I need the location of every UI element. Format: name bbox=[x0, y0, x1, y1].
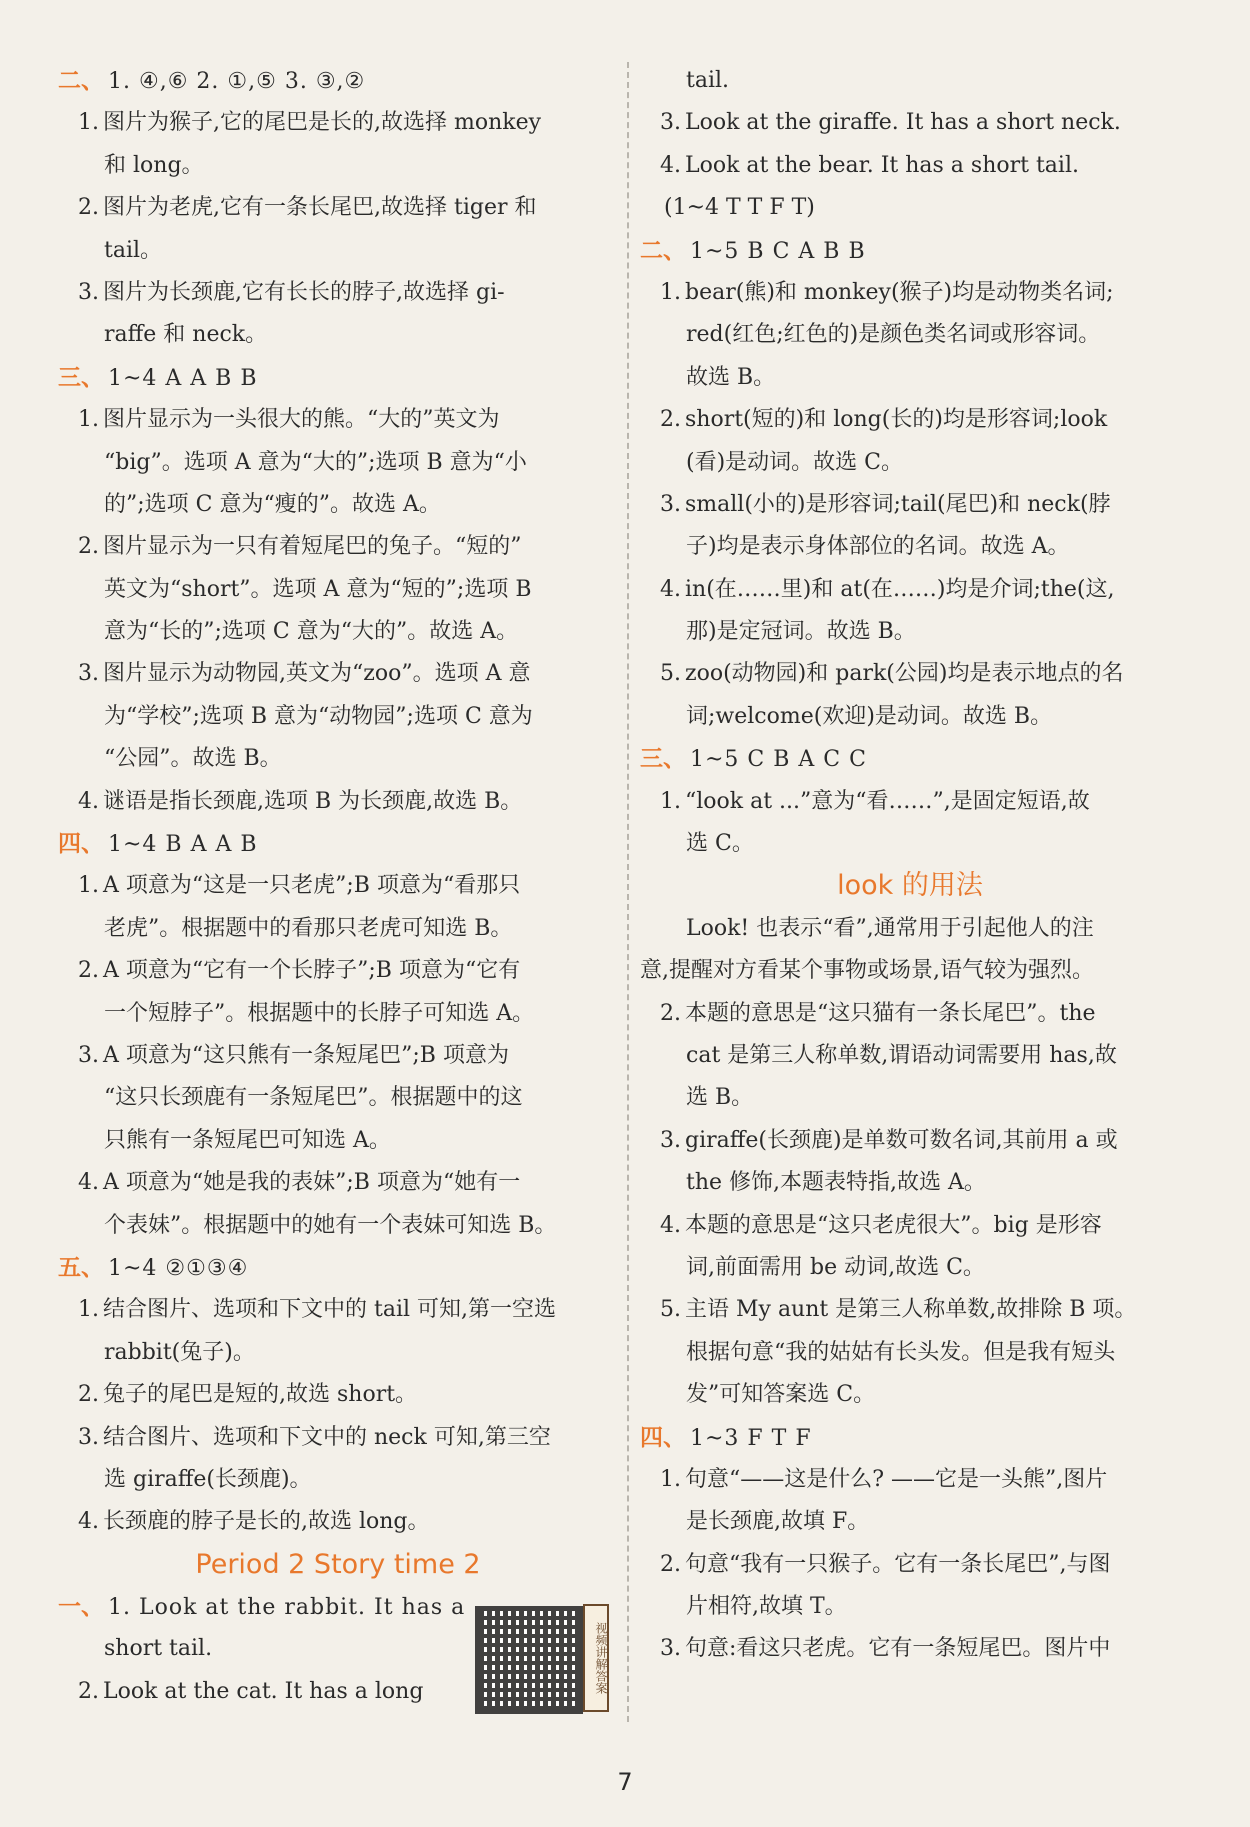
section-number: 四、 bbox=[640, 1424, 686, 1451]
answer-text: 1~5 C B A C C bbox=[690, 747, 867, 773]
item-number: 2. bbox=[78, 534, 99, 560]
explanation-text: 句意“——这是什么? ——它是一头熊”,图片 bbox=[685, 1466, 1108, 1492]
explanation-line bbox=[640, 1459, 1180, 1501]
section-answer-line bbox=[640, 230, 1180, 272]
explanation-text: 本题的意思是“这只猫有一条长尾巴”。the bbox=[685, 1000, 1096, 1026]
explanation-text: 图片为猴子,它的尾巴是长的,故选择 monkey bbox=[103, 110, 542, 136]
answer-text: 1. ④,⑥ 2. ①,⑤ 3. ③,② bbox=[108, 69, 366, 94]
continuation-line: tail。 bbox=[104, 237, 163, 263]
explanation-text: Look at the bear. It has a short tail. bbox=[685, 152, 1079, 178]
explanation-text: A 项意为“这只熊有一条短尾巴”;B 项意为 bbox=[103, 1042, 509, 1068]
explanation-text: 长颈鹿的脖子是长的,故选 long。 bbox=[103, 1509, 430, 1535]
continuation-line: 老虎”。根据题中的看那只老虎可知选 B。 bbox=[104, 915, 513, 941]
explanation-text: Look at the cat. It has a long bbox=[103, 1678, 424, 1704]
continuation-line: raffe 和 neck。 bbox=[104, 322, 268, 348]
qr-code-icon[interactable] bbox=[475, 1606, 583, 1714]
explanation-line bbox=[58, 865, 618, 907]
explanation-line bbox=[640, 1120, 1180, 1162]
continuation-line: 词;welcome(欢迎)是动词。故选 B。 bbox=[686, 703, 1053, 729]
continuation-line: 的”;选项 C 意为“瘦的”。故选 A。 bbox=[104, 491, 441, 517]
explanation-line bbox=[58, 272, 618, 314]
explanation-text: A 项意为“她是我的表妹”;B 项意为“她有一 bbox=[103, 1170, 521, 1196]
explanation-line bbox=[58, 1417, 618, 1459]
explanation-line bbox=[58, 950, 618, 992]
continuation-line: 和 long。 bbox=[104, 152, 204, 178]
explanation-text: 图片显示为一只有着短尾巴的兔子。“短的” bbox=[103, 534, 522, 560]
explanation-text: Look at the giraffe. It has a short neck. bbox=[685, 110, 1121, 136]
explanation-text: 图片为老虎,它有一条长尾巴,故选择 tiger 和 bbox=[103, 195, 537, 221]
item-number: 4. bbox=[78, 788, 99, 814]
explanation-line bbox=[58, 187, 618, 229]
explanation-line bbox=[640, 272, 1180, 314]
item-number: 5. bbox=[660, 661, 681, 687]
answer-text: 1. Look at the rabbit. It has a bbox=[108, 1595, 466, 1621]
continuation-line: “公园”。故选 B。 bbox=[104, 746, 282, 772]
continuation-line: Look! 也表示“看”,通常用于引起他人的注 bbox=[686, 915, 1094, 941]
section-number: 二、 bbox=[640, 237, 686, 264]
continuation-line: 个表妹”。根据题中的她有一个表妹可知选 B。 bbox=[104, 1212, 557, 1238]
answer-text: 1~4 ②①③④ bbox=[108, 1255, 249, 1281]
section-number: 三、 bbox=[58, 364, 104, 391]
continuation-line: 为“学校”;选项 B 意为“动物园”;选项 C 意为 bbox=[104, 703, 533, 729]
section-title: Period 2 Story time 2 bbox=[195, 1548, 481, 1580]
item-number: 1. bbox=[78, 1297, 99, 1323]
section-number: 四、 bbox=[58, 831, 104, 858]
explanation-text: 兔子的尾巴是短的,故选 short。 bbox=[103, 1382, 418, 1408]
item-number: 3. bbox=[660, 110, 681, 136]
continuation-line: 意,提醒对方看某个事物或场景,语气较为强烈。 bbox=[640, 958, 1094, 984]
explanation-line bbox=[58, 1374, 618, 1416]
item-number: 1. bbox=[660, 1466, 681, 1492]
section-number: 三、 bbox=[640, 746, 686, 773]
continuation-line: 意为“长的”;选项 C 意为“大的”。故选 A。 bbox=[104, 619, 519, 645]
explanation-line bbox=[640, 781, 1180, 823]
continuation-line: 选 B。 bbox=[686, 1085, 754, 1111]
item-number: 2. bbox=[660, 1000, 681, 1026]
item-number: 2. bbox=[78, 1678, 99, 1704]
explanation-line bbox=[640, 1289, 1180, 1331]
explanation-line bbox=[640, 484, 1180, 526]
explanation-line bbox=[640, 993, 1180, 1035]
continuation-line: red(红色;红色的)是颜色类名词或形容词。 bbox=[686, 322, 1101, 348]
continuation-line: 片相符,故填 T。 bbox=[686, 1594, 847, 1620]
explanation-line bbox=[640, 653, 1180, 695]
explanation-text: 主语 My aunt 是第三人称单数,故排除 B 项。 bbox=[685, 1297, 1137, 1323]
explanation-text: 本题的意思是“这只老虎很大”。big 是形容 bbox=[685, 1212, 1102, 1238]
explanation-text: giraffe(长颈鹿)是单数可数名词,其前用 a 或 bbox=[685, 1127, 1118, 1153]
continuation-line: rabbit(兔子)。 bbox=[104, 1339, 255, 1365]
explanation-line bbox=[58, 102, 618, 144]
section-number: 一、 bbox=[58, 1594, 104, 1621]
continuation-line: the 修饰,本题表特指,故选 A。 bbox=[686, 1170, 986, 1196]
section-number: 五、 bbox=[58, 1254, 104, 1281]
explanation-text: 图片显示为动物园,英文为“zoo”。选项 A 意 bbox=[103, 661, 531, 687]
explanation-line bbox=[58, 653, 618, 695]
continuation-line: 一个短脖子”。根据题中的长脖子可知选 A。 bbox=[104, 1000, 535, 1026]
continuation-line: 只熊有一条短尾巴可知选 A。 bbox=[104, 1127, 391, 1153]
item-number: 3. bbox=[660, 491, 681, 517]
continuation-line: short tail. bbox=[104, 1636, 213, 1662]
explanation-text: bear(熊)和 monkey(猴子)均是动物类名词; bbox=[685, 279, 1114, 305]
continuation-line: 那)是定冠词。故选 B。 bbox=[686, 619, 916, 645]
explanation-text: 结合图片、选项和下文中的 tail 可知,第一空选 bbox=[103, 1297, 557, 1323]
continuation-line: 发”可知答案选 C。 bbox=[686, 1382, 876, 1408]
continuation-line: “big”。选项 A 意为“大的”;选项 B 意为“小 bbox=[104, 449, 527, 475]
explanation-line bbox=[58, 526, 618, 568]
item-number: 4. bbox=[660, 576, 681, 602]
continuation-line: tail. bbox=[686, 68, 730, 93]
continuation-line: 子)均是表示身体部位的名词。故选 A。 bbox=[686, 534, 1070, 560]
item-number: 2. bbox=[78, 958, 99, 984]
item-number: 2. bbox=[78, 1382, 99, 1408]
item-number: 3. bbox=[660, 1636, 681, 1662]
explanation-text: 句意:看这只老虎。它有一条短尾巴。图片中 bbox=[685, 1636, 1111, 1662]
section-answer-line bbox=[640, 738, 1180, 780]
explanation-line bbox=[640, 1205, 1180, 1247]
answer-text: 1~4 B A A B bbox=[108, 832, 258, 858]
explanation-text: A 项意为“这是一只老虎”;B 项意为“看那只 bbox=[103, 873, 521, 899]
explanation-text: in(在……里)和 at(在……)均是介词;the(这, bbox=[685, 576, 1115, 602]
left-column bbox=[58, 60, 618, 1713]
continuation-line: cat 是第三人称单数,谓语动词需要用 has,故 bbox=[686, 1042, 1117, 1068]
section-number: 二、 bbox=[58, 68, 104, 94]
continuation-line: “这只长颈鹿有一条短尾巴”。根据题中的这 bbox=[104, 1085, 523, 1111]
column-divider bbox=[627, 62, 629, 1722]
continuation-line: 选 C。 bbox=[686, 831, 754, 857]
continuation-line: 词,前面需用 be 动词,故选 C。 bbox=[686, 1254, 985, 1280]
section-answer-line bbox=[58, 1247, 618, 1289]
item-number: 5. bbox=[660, 1297, 681, 1323]
explanation-text: 结合图片、选项和下文中的 neck 可知,第三空 bbox=[103, 1424, 551, 1450]
page-number: 7 bbox=[617, 1768, 633, 1796]
item-number: 1. bbox=[78, 110, 99, 136]
item-number: 1. bbox=[78, 407, 99, 433]
explanation-text: small(小的)是形容词;tail(尾巴)和 neck(脖 bbox=[685, 491, 1111, 517]
explanation-line bbox=[640, 1628, 1180, 1670]
item-number: 3. bbox=[78, 279, 99, 305]
continuation-line: 是长颈鹿,故填 F。 bbox=[686, 1509, 870, 1535]
explanation-line bbox=[640, 399, 1180, 441]
explanation-text: short(短的)和 long(长的)均是形容词;look bbox=[685, 407, 1108, 433]
explanation-line bbox=[58, 781, 618, 823]
item-number: 3. bbox=[660, 1127, 681, 1153]
section-answer-line bbox=[640, 1417, 1180, 1459]
continuation-line: 根据句意“我的姑姑有长头发。但是我有短头 bbox=[686, 1339, 1116, 1365]
explanation-text: “look at ...”意为“看……”,是固定短语,故 bbox=[685, 788, 1090, 814]
explanation-line bbox=[640, 569, 1180, 611]
item-number: 1. bbox=[660, 279, 681, 305]
qr-label: 视频讲解答案 bbox=[583, 1604, 609, 1712]
explanation-line bbox=[58, 399, 618, 441]
explanation-line bbox=[58, 1501, 618, 1543]
item-number: 3. bbox=[78, 1424, 99, 1450]
section-answer-line bbox=[58, 357, 618, 399]
explanation-line bbox=[640, 102, 1180, 144]
explanation-text: 图片为长颈鹿,它有长长的脖子,故选择 gi- bbox=[103, 279, 505, 305]
explanation-line bbox=[58, 1035, 618, 1077]
explanation-line bbox=[58, 1162, 618, 1204]
item-number: 4. bbox=[78, 1170, 99, 1196]
continuation-line: 故选 B。 bbox=[686, 364, 776, 390]
item-number: 4. bbox=[78, 1509, 99, 1535]
item-number: 1. bbox=[660, 788, 681, 814]
explanation-line bbox=[640, 1544, 1180, 1586]
continuation-line: 选 giraffe(长颈鹿)。 bbox=[104, 1466, 312, 1492]
answer-text: 1~5 B C A B B bbox=[690, 238, 866, 264]
item-number: 2. bbox=[660, 407, 681, 433]
explanation-text: zoo(动物园)和 park(公园)均是表示地点的名 bbox=[685, 661, 1124, 687]
explanation-text: 图片显示为一头很大的熊。“大的”英文为 bbox=[103, 407, 500, 433]
section-answer-line bbox=[58, 823, 618, 865]
explanation-line bbox=[58, 1289, 618, 1331]
explanation-text: A 项意为“它有一个长脖子”;B 项意为“它有 bbox=[103, 958, 521, 984]
item-number: 4. bbox=[660, 152, 681, 178]
item-number: 2. bbox=[660, 1551, 681, 1577]
section-title: look 的用法 bbox=[837, 870, 983, 902]
explanation-line bbox=[640, 145, 1180, 187]
item-number: 3. bbox=[78, 1042, 99, 1068]
continuation-line: 英文为“short”。选项 A 意为“短的”;选项 B bbox=[104, 576, 532, 602]
answer-text: 1~3 F T F bbox=[690, 1425, 812, 1451]
answer-text: 1~4 A A B B bbox=[108, 365, 258, 391]
right-column bbox=[640, 60, 1180, 1671]
item-number: 3. bbox=[78, 661, 99, 687]
section-answer-line bbox=[58, 60, 618, 102]
item-number: 4. bbox=[660, 1212, 681, 1238]
explanation-text: (1~4 T T F T) bbox=[664, 195, 815, 221]
explanation-line bbox=[640, 187, 1180, 229]
item-number: 1. bbox=[78, 873, 99, 899]
continuation-line: (看)是动词。故选 C。 bbox=[686, 449, 903, 475]
explanation-text: 谜语是指长颈鹿,选项 B 为长颈鹿,故选 B。 bbox=[103, 788, 523, 814]
item-number: 2. bbox=[78, 195, 99, 221]
explanation-text: 句意“我有一只猴子。它有一条长尾巴”,与图 bbox=[685, 1551, 1111, 1577]
